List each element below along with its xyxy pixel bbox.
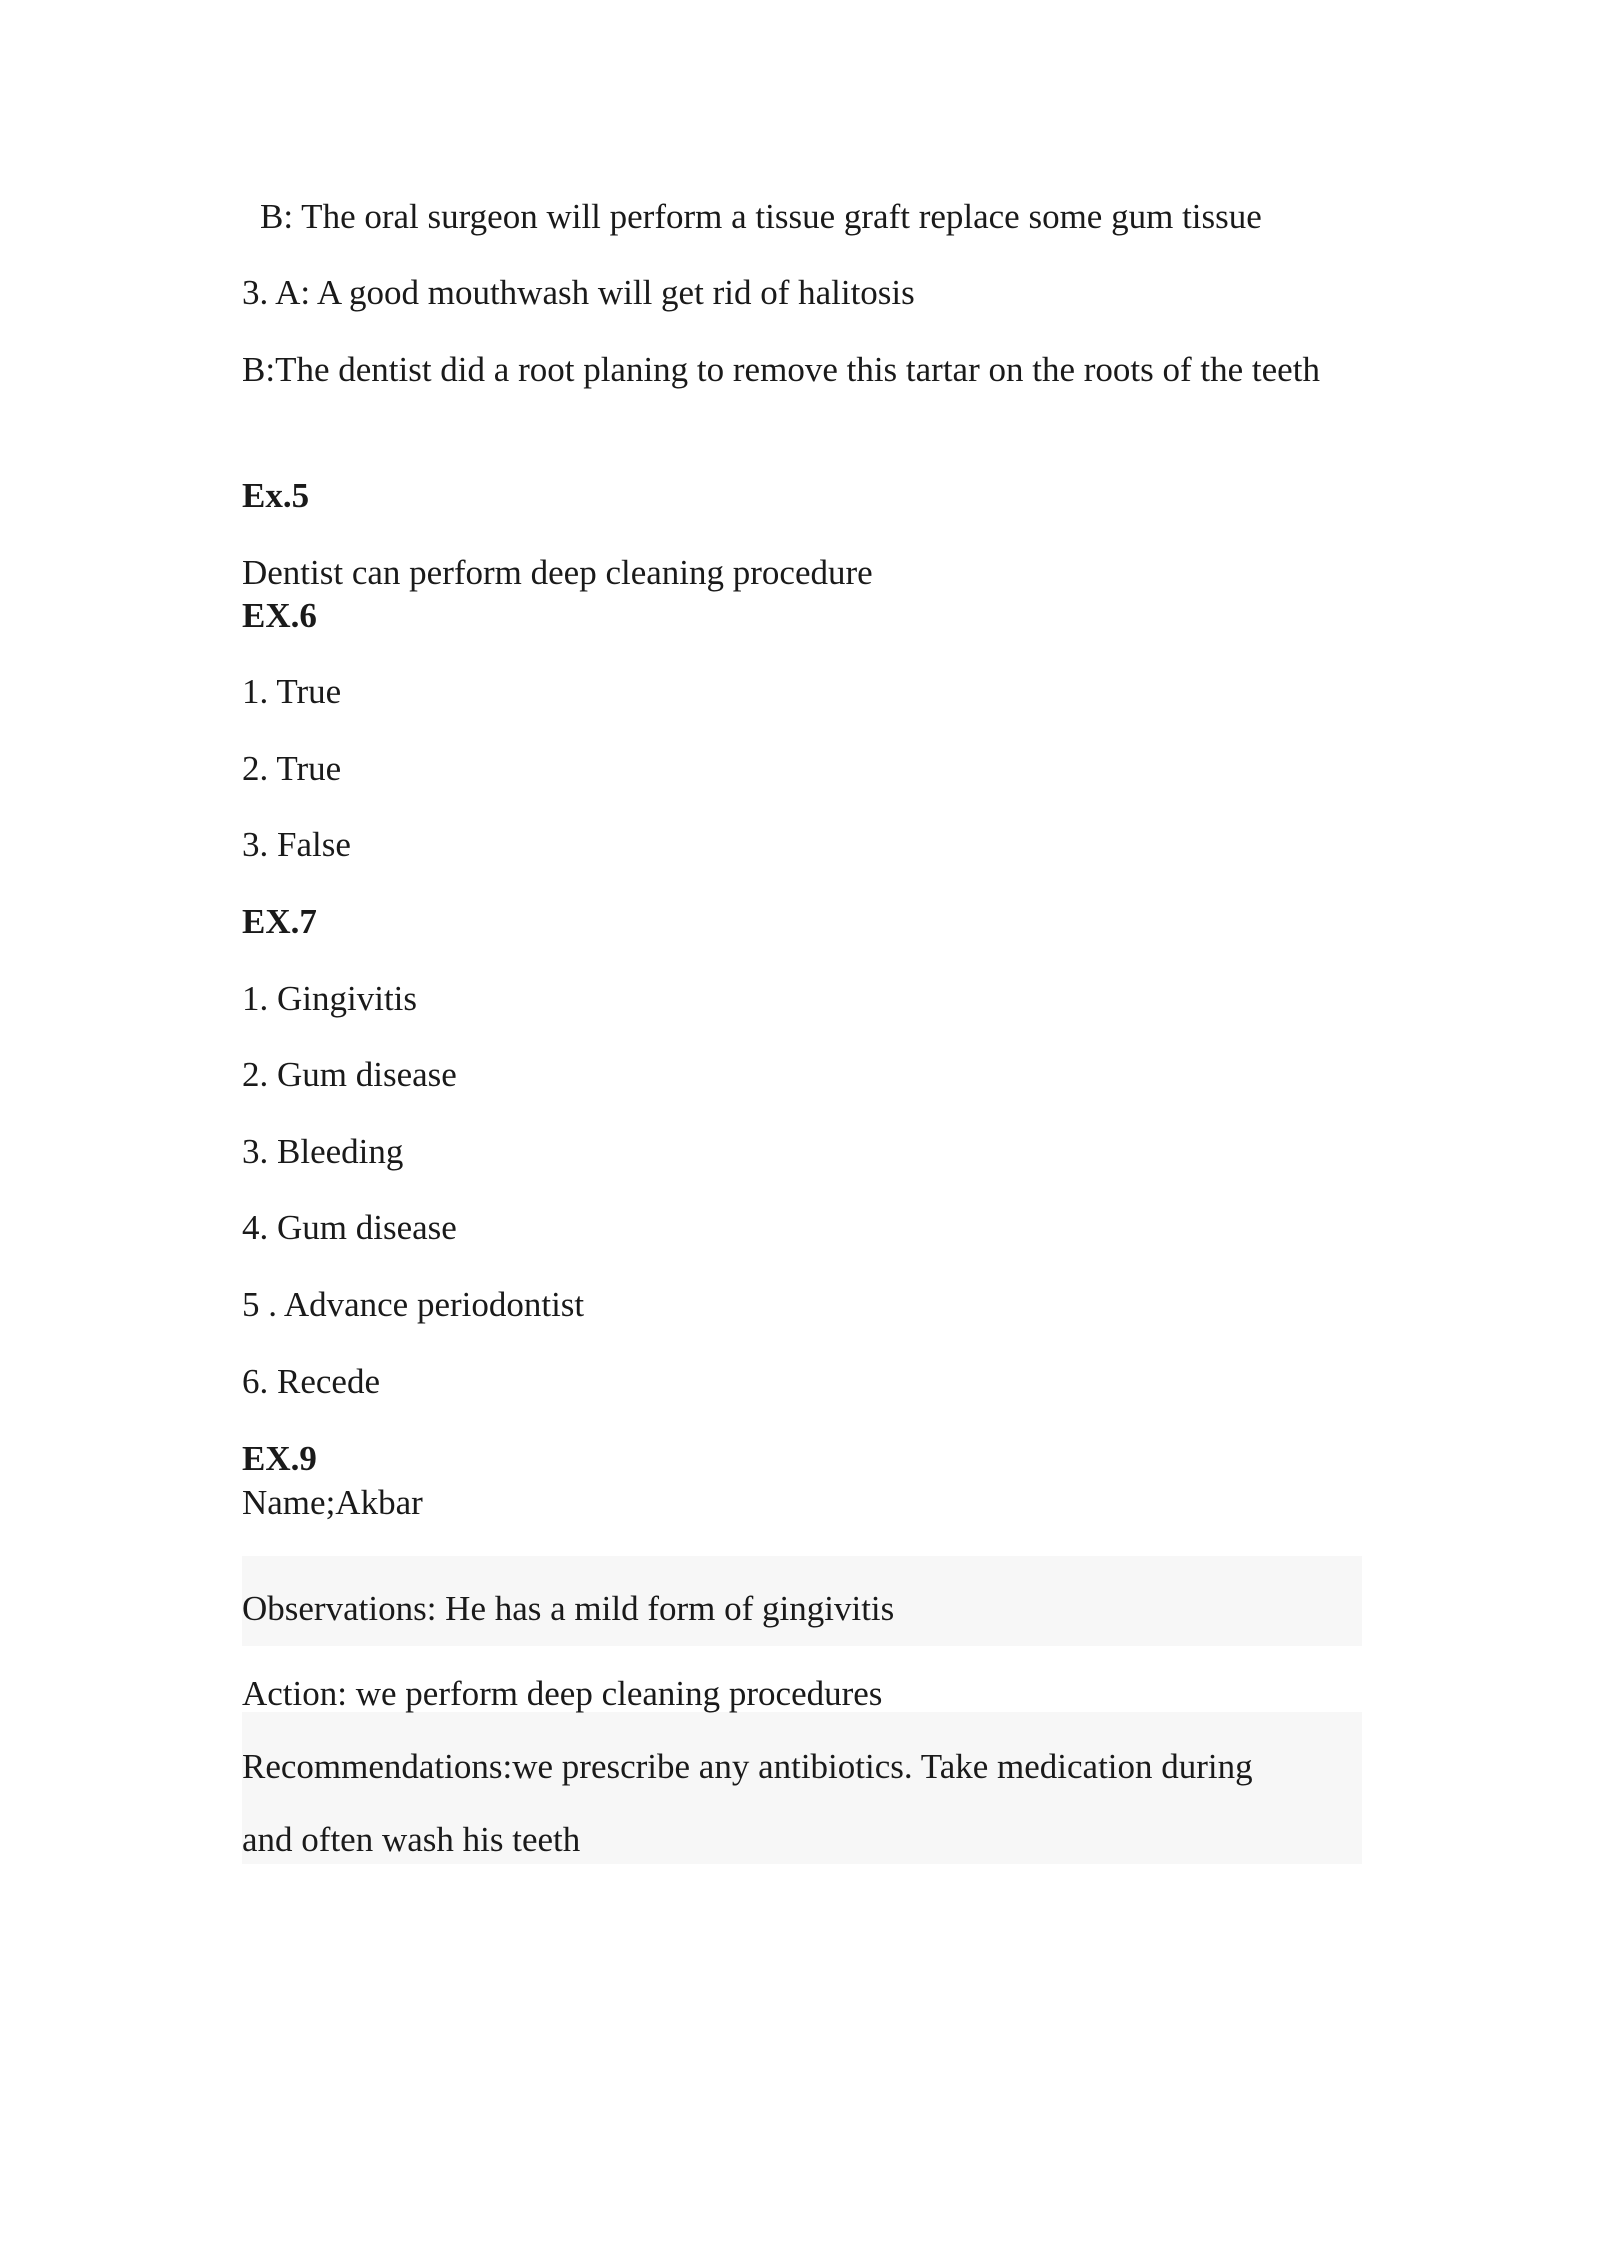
ex7-item-3: 3. Bleeding	[242, 1132, 404, 1171]
ex6-item-1: 1. True	[242, 672, 342, 711]
ex7-item-1: 1. Gingivitis	[242, 979, 418, 1018]
action: Action: we perform deep cleaning procedures	[242, 1674, 883, 1713]
patient-name: Name;Akbar	[242, 1483, 423, 1522]
heading-ex5: Ex.5	[242, 476, 310, 515]
heading-ex6: EX.6	[242, 596, 317, 635]
ex7-item-2: 2. Gum disease	[242, 1055, 457, 1094]
ex7-item-4: 4. Gum disease	[242, 1208, 457, 1247]
recommendations-line-2: and often wash his teeth	[242, 1820, 581, 1859]
answer-3b: B:The dentist did a root planing to remove this tartar on the roots of the teeth	[242, 350, 1320, 389]
heading-ex7: EX.7	[242, 902, 317, 941]
heading-ex9: EX.9	[242, 1439, 317, 1478]
ex5-answer: Dentist can perform deep cleaning procedure	[242, 553, 873, 592]
answer-3a: 3. A: A good mouthwash will get rid of halitosis	[242, 273, 915, 312]
recommendations-line-1: Recommendations:we prescribe any antibiotics. Take medication during	[242, 1747, 1253, 1786]
ex7-item-6: 6. Recede	[242, 1362, 380, 1401]
ex7-item-5: 5 . Advance periodontist	[242, 1285, 585, 1324]
answer-2b: B: The oral surgeon will perform a tissue graft replace some gum tissue	[260, 197, 1262, 236]
ex6-item-3: 3. False	[242, 825, 351, 864]
ex6-item-2: 2. True	[242, 749, 342, 788]
observations: Observations: He has a mild form of gingivitis	[242, 1589, 895, 1628]
